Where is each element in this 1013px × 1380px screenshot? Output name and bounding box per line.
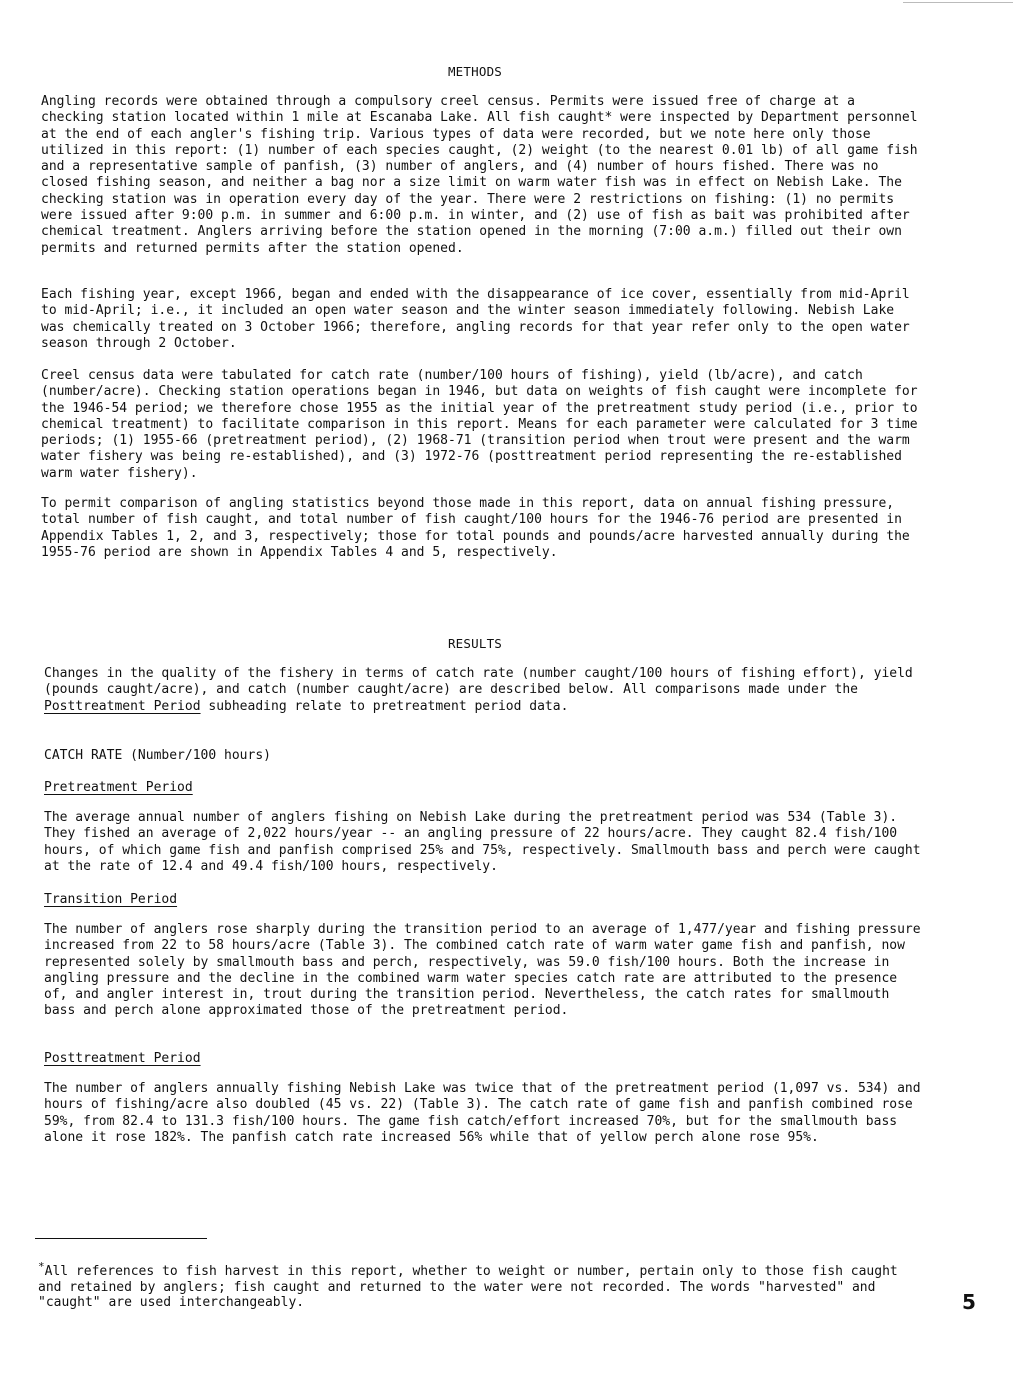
page-number: 5	[962, 1290, 976, 1314]
results-intro-before: Changes in the quality of the fishery in terms of catch rate (number caught/100 hours of fishing effort), yield (pounds caught/acre), and catch (number caught/acre) are described below. All comparisons made under the	[44, 666, 913, 698]
methods-paragraph-3: Creel census data were tabulated for catch rate (number/100 hours of fishing), yield (lb/acre), and catch (number/acre). Checking station operations began in 1946, but data on weights of fish caught were incomplete for the 1946-54 period; we therefore chose 1955 as the initial year of the pretreatment study period (i.e., prior to chemical treatment) to facilitate comparison in this report. Means for each parameter were calculated for 3 time periods; (1) 1955-66 (pretreatment period), (2) 1968-71 (transition period when trout were present and the warm water fishery was being re-established), and (3) 1972-76 (posttreatment period representing the re-established warm water fishery).	[41, 368, 918, 481]
top-edge-rule	[903, 2, 1013, 3]
results-intro-after: subheading relate to pretreatment period data.	[200, 698, 569, 714]
pretreatment-subheading: Pretreatment Period	[44, 780, 193, 795]
methods-heading: METHODS	[447, 64, 503, 79]
results-heading: RESULTS	[447, 636, 503, 651]
footnote-text: All references to fish harvest in this report, whether to weight or number, pertain only to those fish caught and retained by anglers; fish caught and returned to the water were not recorded. The words "harvested" and "caught" are used interchangeably.	[38, 1264, 898, 1311]
methods-paragraph-4: To permit comparison of angling statistics beyond those made in this report, data on annual fishing pressure, total number of fish caught, and total number of fish caught/100 hours for the 1946-76 period are presented in Appendix Tables 1, 2, and 3, respectively; those for total pounds and pounds/acre harvested annually during the 1955-76 period are shown in Appendix Tables 4 and 5, respectively.	[41, 496, 910, 560]
transition-subheading: Transition Period	[44, 892, 178, 907]
posttreatment-subheading: Posttreatment Period	[44, 1051, 201, 1066]
transition-paragraph: The number of anglers rose sharply during the transition period to an average of 1,477/year and fishing pressure increased from 22 to 58 hours/acre (Table 3). The combined catch rate of warm water game fish and panfish, now represented solely by smallmouth bass and perch, respectively, was 59.0 fish/100 hours. Both the increase in angling pressure and the decline in the combined warm water species catch rate are attributed to the presence of, and angler interest in, trout during the transition period. Nevertheless, the catch rates for smallmouth bass and perch alone approximated those of the pretreatment period.	[44, 922, 921, 1019]
results-intro-link-term: Posttreatment Period	[44, 698, 201, 714]
footnote	[38, 1260, 918, 1311]
methods-paragraph-2: Each fishing year, except 1966, began and ended with the disappearance of ice cover, essentially from mid-April to mid-April; i.e., it included an open water season and the winter season immediately following. Nebish Lake was chemically treated on 3 October 1966; therefore, angling records for that year refer only to the open water season through 2 October.	[41, 287, 910, 351]
pretreatment-paragraph: The average annual number of anglers fishing on Nebish Lake during the pretreatment period was 534 (Table 3). They fished an average of 2,022 hours/year -- an angling pressure of 22 hours/acre. They caught 82.4 fish/100 hours, of which game fish and panfish comprised 25% and 75%, respectively. Smallmouth bass and perch were caught at the rate of 12.4 and 49.4 fish/100 hours, respectively.	[44, 810, 921, 874]
footnote-marker: *	[38, 1260, 45, 1273]
catch-rate-heading: CATCH RATE (Number/100 hours)	[44, 748, 271, 763]
posttreatment-paragraph: The number of anglers annually fishing Nebish Lake was twice that of the pretreatment period (1,097 vs. 534) and hours of fishing/acre also doubled (45 vs. 22) (Table 3). The catch rate of game fish and panfish combined rose 59%, from 82.4 to 131.3 fish/100 hours. The game fish catch/effort increased 70%, but for the smallmouth bass alone it rose 182%. The panfish catch rate increased 56% while that of yellow perch alone rose 95%.	[44, 1081, 921, 1145]
footnote-separator	[35, 1238, 207, 1239]
results-intro	[44, 666, 924, 715]
methods-paragraph-1: Angling records were obtained through a compulsory creel census. Permits were issued free of charge at a checking station located within 1 mile at Escanaba Lake. All fish caught* were inspected by Department personnel at the end of each angler's fishing trip. Various types of data were recorded, but we note here only those utilized in this report: (1) number of each species caught, (2) weight (to the nearest 0.01 lb) of all game fish and a representative sample of panfish, (3) number of anglers, and (4) number of hours fished. There was no closed fishing season, and neither a bag nor a size limit on warm water fish was in effect on Nebish Lake. The checking station was in operation every day of the year. There were 2 restrictions on fishing: (1) no permits were issued after 9:00 p.m. in summer and 6:00 p.m. in winter, and (2) use of fish as bait was prohibited after chemical treatment. Anglers arriving before the station opened in the morning (7:00 a.m.) filled out their own permits and returned permits after the station opened.	[41, 94, 918, 256]
